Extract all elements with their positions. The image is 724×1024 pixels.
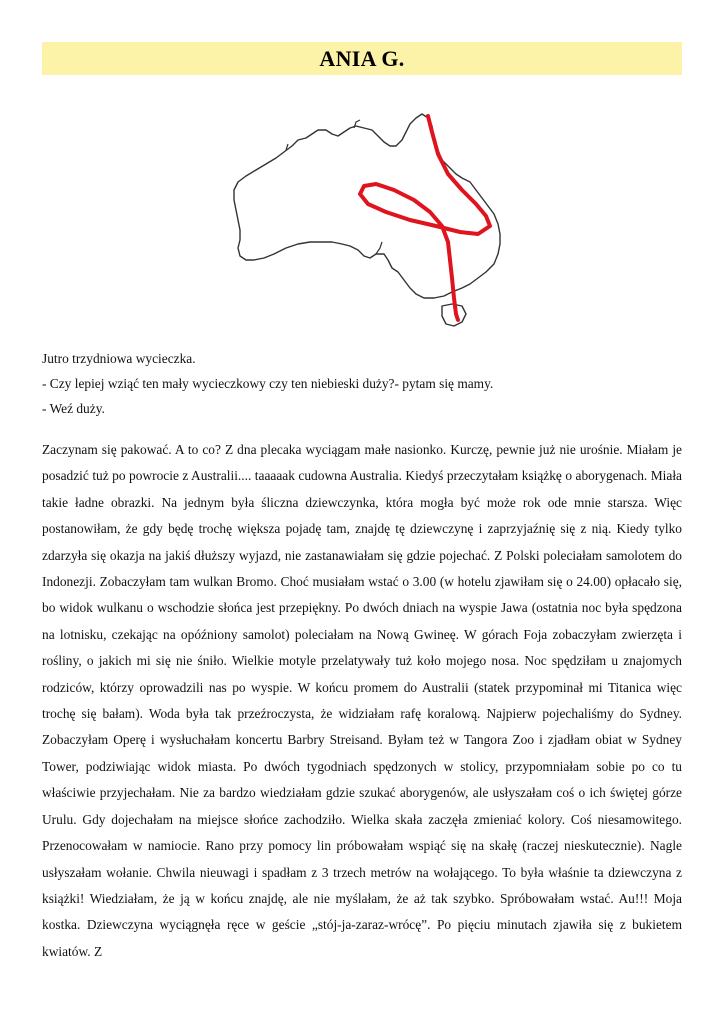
dialogue-block — [42, 346, 682, 422]
story-paragraph: Zaczynam się pakować. A to co? Z dna plecaka wyciągam małe nasionko. Kurczę, pewnie już nie urośnie. Miałam je posadzić tuż po powrocie z Australii.... taaaaak cudowna Australia. Kiedyś przeczytałam książkę o aborygenach. Miała takie ładne obrazki. Na jednym była śliczna dziewczynka, która mogła być może rok ode mnie starsza. Więc postanowiłam, że gdy będę trochę większa pojadę tam, znajdę tę dziewczynę i zaprzyjaźnię się z nią. Kiedy tylko zdarzyła się okazja na jakiś dłuższy wyjazd, nie zastanawiałam się gdzie pojechać. Z Polski poleciałam samolotem do Indonezji. Zobaczyłam tam wulkan Bromo. Choć musiałam wstać o 3.00 (w hotelu zjawiłam się o 24.00) opłacało się, bo widok wulkanu o wschodzie słońca jest przepiękny. Po dwóch dniach na wyspie Jawa (ostatnia noc była spędzona na lotnisku, czekając na opóźniony samolot) poleciałam na Nową Gwineę. W górach Foja zobaczyłam zwierzęta i rośliny, o jakich mi się nie śniło. Wielkie motyle przelatywały tuż koło mojego nosa. Noc spędziłam u znajomych rodziców, którzy oprowadzili nas po wyspie. W końcu promem do Australii (statek przypominał mi Titanica więc trochę się bałam). Woda była tak przeźroczysta, że widziałam rafę koralową. Najpierw pojechaliśmy do Sydney. Zobaczyłam Operę i wysłuchałam koncertu Barbry Streisand. Byłam też w Tangora Zoo i zjadłam obiat w Sydney Tower, podziwiając widok miasta. Po dwóch tygodniach spędzonych w stolicy, przypomniałam sobie po co tu właściwie przyjechałam. Nie za bardzo wiedziałam gdzie szukać aborygenów, ale usłyszałam coś o ich świętej górze Urulu. Gdy dojechałam na miejsce słońce zachodziło. Wielka skała zaczęła zmieniać kolory. Coś niesamowitego. Przenocowałam w namiocie. Rano przy pomocy lin próbowałam wspiąć się na skałę (raczej nieskutecznie). Nagle usłyszałam wołanie. Chwila nieuwagi i spadłam z 3 trzech metrów na wołającego. To była właśnie ta dziewczyna z książki! Wiedziałam, że ją w końcu znajdę, ale nie myślałam, że aż tak szybko. Spróbowałam wstać. Au!!! Moja kostka. Dziewczyna wyciągnęła ręce w geście „stój-ja-zaraz-wrócę”. Po pięciu minutach zjawiła się z bukietem kwiatów. Z — [42, 442, 682, 959]
document-title: ANIA G. — [319, 45, 405, 71]
route-line — [360, 116, 490, 320]
dialogue-line: - Weź duży. — [42, 401, 105, 417]
title-bar — [42, 42, 682, 75]
dialogue-line: - Czy lepiej wziąć ten mały wycieczkowy czy ten niebieski duży?- pytam się mamy. — [42, 376, 494, 392]
australia-map-icon — [226, 108, 516, 334]
australia-outline — [234, 114, 500, 298]
dialogue-line: Jutro trzydniowa wycieczka. — [42, 351, 196, 366]
